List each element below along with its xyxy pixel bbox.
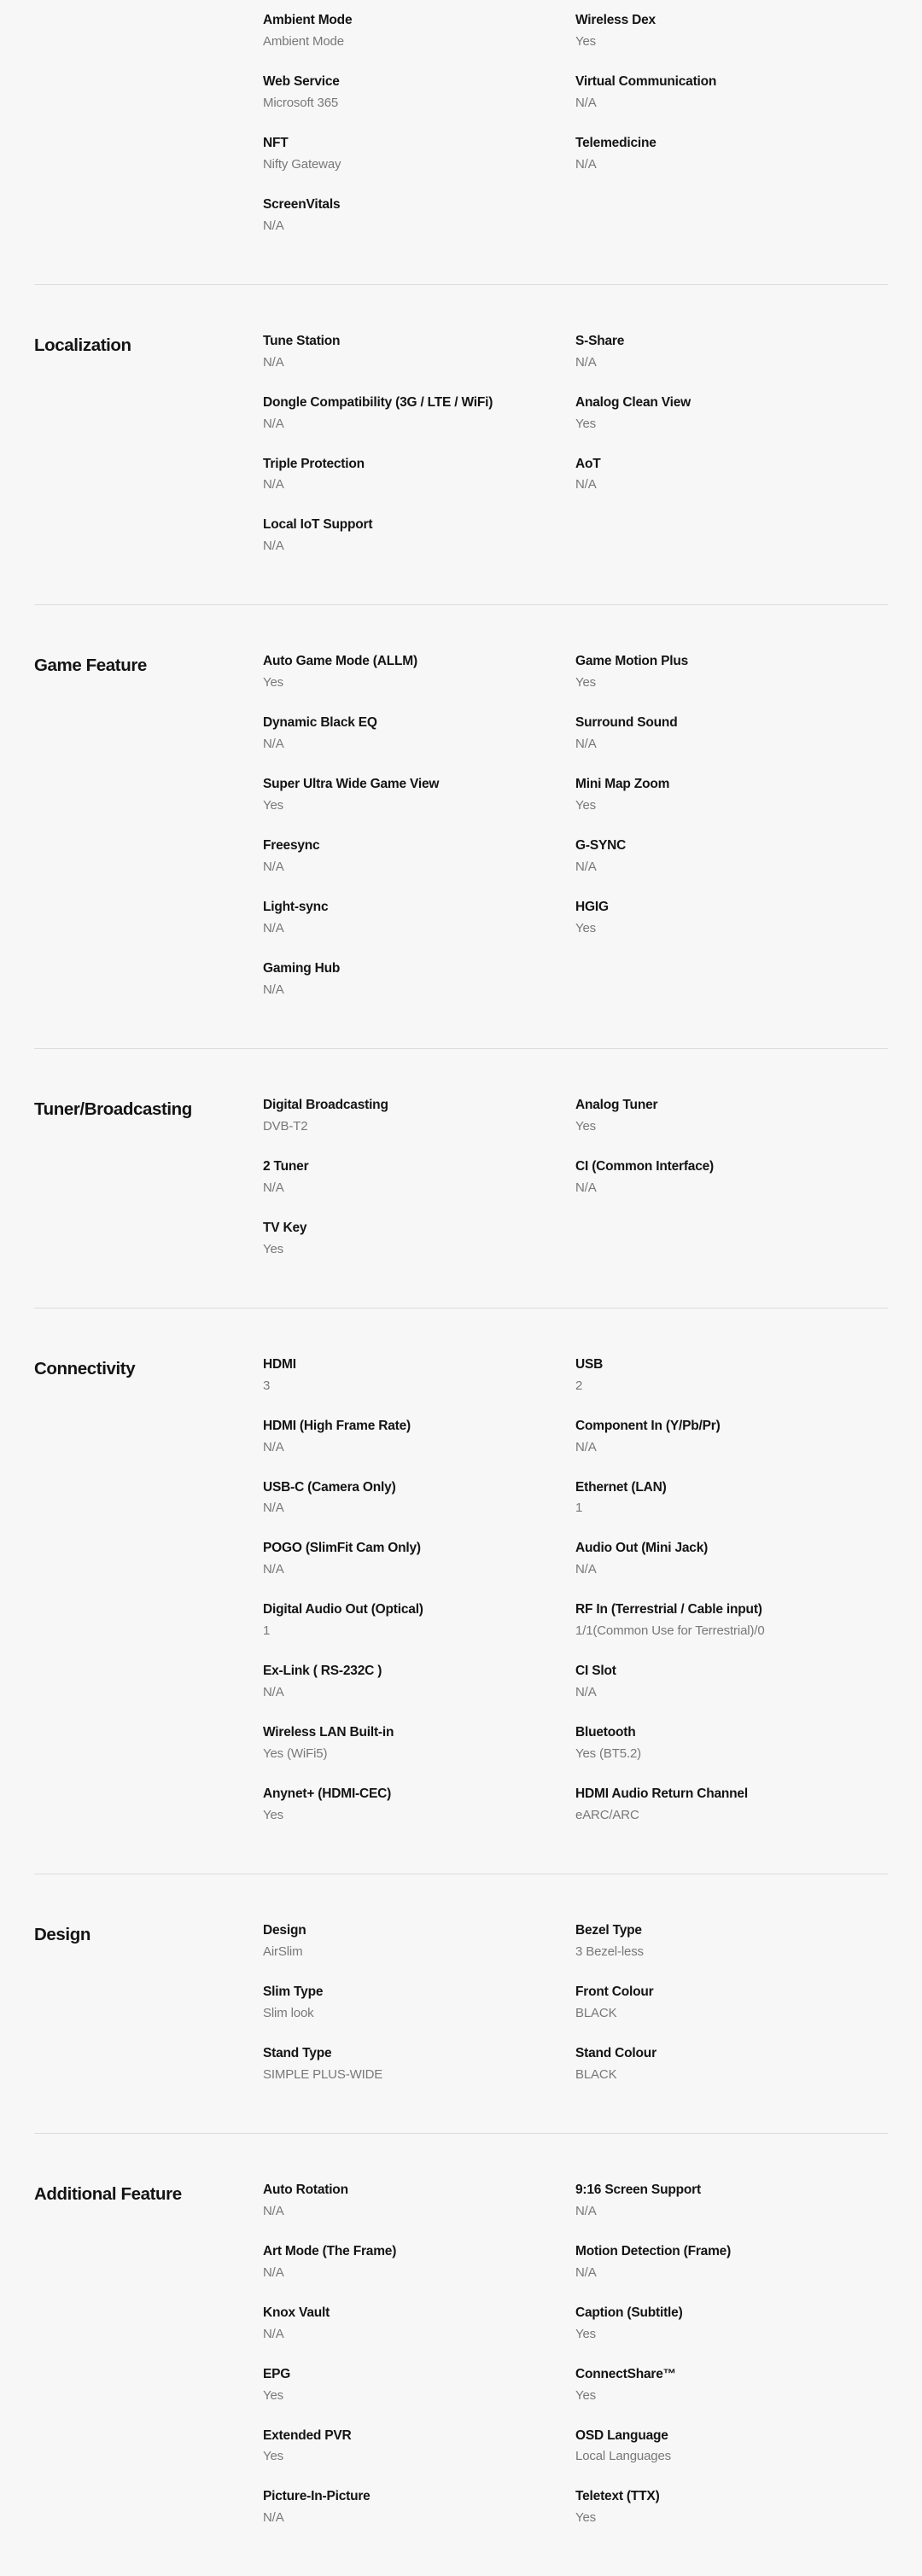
spec-label: Design: [263, 1923, 306, 1938]
spec-section-inner: [34, 0, 888, 284]
spec-columns: [263, 1097, 888, 1258]
spec-item: [575, 2045, 867, 2084]
spec-item: [575, 1786, 867, 1824]
spec-columns: [263, 12, 888, 235]
spec-column-right: [575, 12, 888, 235]
spec-column-right: [575, 653, 888, 999]
spec-label: RF In (Terrestrial / Cable input): [575, 1602, 762, 1617]
spec-label: Caption (Subtitle): [575, 2305, 683, 2320]
spec-column-right: [575, 333, 888, 556]
spec-value: N/A: [263, 1501, 284, 1516]
spec-item: [263, 1097, 555, 1135]
spec-label: Freesync: [263, 838, 320, 854]
spec-item: [263, 1663, 555, 1701]
spec-label: G-SYNC: [575, 838, 627, 854]
spec-value: N/A: [575, 737, 597, 752]
spec-value: N/A: [263, 2264, 284, 2280]
spec-label: Ethernet (LAN): [575, 1479, 667, 1495]
spec-item: [575, 12, 867, 50]
spec-item: [263, 1601, 555, 1640]
spec-item: [575, 1922, 867, 1961]
spec-item: [263, 1540, 555, 1578]
spec-label: 9:16 Screen Support: [575, 2182, 701, 2197]
spec-label: Component In (Y/Pb/Pr): [575, 1418, 721, 1433]
spec-label: Dynamic Black EQ: [263, 715, 377, 731]
spec-columns: [263, 1356, 888, 1824]
spec-item: [575, 837, 867, 876]
spec-item: [575, 1158, 867, 1197]
section-title: Additional Feature: [34, 2183, 182, 2204]
spec-columns: [263, 2182, 888, 2527]
spec-item: [575, 2427, 867, 2466]
spec-column-left: [263, 1356, 575, 1824]
spec-label: Stand Colour: [575, 2045, 656, 2060]
spec-section: [0, 1049, 922, 1308]
spec-column-left: [263, 1922, 575, 2084]
spec-label: Web Service: [263, 73, 340, 89]
spec-label: Light-sync: [263, 900, 329, 915]
spec-label: Tune Station: [263, 333, 341, 348]
spec-value: 3: [263, 1378, 271, 1393]
spec-value: Yes: [575, 2510, 597, 2526]
spec-value: Nifty Gateway: [263, 156, 341, 172]
spec-item: [263, 2427, 555, 2466]
spec-value: DVB-T2: [263, 1118, 308, 1134]
spec-value: N/A: [263, 1562, 284, 1577]
spec-item: [263, 456, 555, 494]
spec-value: N/A: [263, 477, 284, 492]
spec-label: Bluetooth: [575, 1725, 636, 1740]
spec-column-right: [575, 2182, 888, 2527]
spec-value: N/A: [575, 1685, 597, 1700]
spec-label: Ex-Link ( RS-232C ): [263, 1664, 382, 1679]
section-title: Design: [34, 1925, 90, 1945]
spec-value: Yes: [575, 2387, 597, 2403]
spec-value: N/A: [263, 2203, 284, 2218]
spec-value: N/A: [575, 156, 597, 172]
spec-value: Yes: [263, 675, 284, 691]
spec-value: N/A: [263, 982, 284, 997]
spec-column-right: [575, 1356, 888, 1824]
spec-section-inner: [34, 1049, 888, 1308]
spec-value: N/A: [263, 354, 284, 370]
spec-item: [263, 516, 555, 555]
spec-item: [263, 776, 555, 814]
spec-item: [575, 1663, 867, 1701]
spec-item: [263, 196, 555, 235]
spec-label: Digital Audio Out (Optical): [263, 1602, 423, 1617]
spec-value: Yes: [263, 798, 284, 813]
spec-label: HGIG: [575, 900, 609, 915]
spec-label: ScreenVitals: [263, 196, 341, 212]
spec-section-inner: [34, 605, 888, 1048]
spec-value: N/A: [263, 1439, 284, 1454]
spec-label: USB: [575, 1356, 604, 1372]
spec-value: Yes: [575, 2326, 597, 2341]
spec-value: N/A: [575, 1562, 597, 1577]
spec-label: EPG: [263, 2366, 291, 2381]
spec-item: [263, 1158, 555, 1197]
spec-label: Bezel Type: [575, 1923, 642, 1938]
spec-value: N/A: [263, 218, 284, 233]
spec-label: POGO (SlimFit Cam Only): [263, 1541, 421, 1556]
spec-label: Super Ultra Wide Game View: [263, 777, 440, 792]
spec-item: [575, 1356, 867, 1395]
spec-value: SIMPLE PLUS-WIDE: [263, 2066, 383, 2082]
spec-item: [263, 333, 555, 371]
spec-label: Surround Sound: [575, 715, 678, 731]
spec-item: [575, 1479, 867, 1518]
spec-value: Local Languages: [575, 2449, 672, 2464]
spec-label: Extended PVR: [263, 2427, 352, 2443]
spec-label: Triple Protection: [263, 456, 365, 471]
spec-section-inner: [34, 2134, 888, 2576]
spec-item: [575, 776, 867, 814]
spec-column-right: [575, 1922, 888, 2084]
spec-value: Yes: [575, 416, 597, 431]
spec-item: [263, 1984, 555, 2022]
spec-label: S-Share: [575, 333, 625, 348]
spec-item: [263, 2488, 555, 2526]
spec-item: [263, 1922, 555, 1961]
spec-value: 1: [575, 1501, 583, 1516]
spec-section: [0, 2134, 922, 2576]
spec-item: [575, 1724, 867, 1763]
spec-value: AirSlim: [263, 1944, 303, 1959]
spec-value: 2: [575, 1378, 583, 1393]
spec-item: [263, 960, 555, 999]
spec-item: [575, 333, 867, 371]
spec-value: N/A: [575, 1180, 597, 1195]
spec-section: [0, 0, 922, 284]
spec-section: [0, 1308, 922, 1874]
spec-columns: [263, 1922, 888, 2084]
spec-section: [0, 285, 922, 605]
spec-label: CI (Common Interface): [575, 1158, 715, 1174]
spec-value: Yes: [575, 675, 597, 691]
spec-item: [263, 714, 555, 753]
spec-label: Virtual Communication: [575, 73, 717, 89]
spec-item: [263, 1356, 555, 1395]
spec-value: N/A: [263, 1685, 284, 1700]
spec-label: Analog Clean View: [575, 394, 691, 410]
spec-label: Slim Type: [263, 1984, 324, 1999]
spec-column-left: [263, 2182, 575, 2527]
spec-value: N/A: [575, 354, 597, 370]
spec-column-left: [263, 1097, 575, 1258]
spec-item: [575, 2366, 867, 2404]
spec-item: [263, 2366, 555, 2404]
spec-item: [263, 837, 555, 876]
spec-item: [575, 2243, 867, 2282]
spec-section: [0, 605, 922, 1048]
spec-label: OSD Language: [575, 2427, 668, 2443]
spec-value: Yes: [575, 1118, 597, 1134]
spec-value: N/A: [575, 477, 597, 492]
spec-label: Ambient Mode: [263, 13, 353, 27]
spec-item: [575, 1601, 867, 1640]
section-title: Localization: [34, 335, 131, 355]
spec-item: [575, 899, 867, 937]
spec-label: ConnectShare™: [575, 2366, 676, 2381]
spec-label: HDMI: [263, 1356, 296, 1372]
spec-item: [263, 1220, 555, 1258]
spec-value: BLACK: [575, 2005, 617, 2020]
spec-value: Slim look: [263, 2005, 314, 2020]
section-title: Game Feature: [34, 656, 147, 676]
spec-label: Picture-In-Picture: [263, 2489, 371, 2504]
spec-item: [263, 394, 555, 433]
spec-item: [263, 2045, 555, 2084]
spec-label: Art Mode (The Frame): [263, 2243, 397, 2258]
spec-item: [575, 2305, 867, 2343]
spec-value: N/A: [263, 2510, 284, 2526]
spec-value: N/A: [575, 1439, 597, 1454]
spec-section-inner: [34, 1874, 888, 2133]
spec-item: [263, 135, 555, 173]
spec-value: Microsoft 365: [263, 95, 339, 110]
spec-value: BLACK: [575, 2066, 617, 2082]
spec-item: [575, 714, 867, 753]
spec-label: Gaming Hub: [263, 960, 341, 976]
spec-label: USB-C (Camera Only): [263, 1479, 396, 1495]
spec-item: [575, 1984, 867, 2022]
spec-section-inner: [34, 285, 888, 605]
spec-value: N/A: [575, 95, 597, 110]
spec-value: N/A: [263, 1180, 284, 1195]
spec-value: N/A: [263, 920, 284, 935]
spec-value: N/A: [263, 539, 284, 554]
spec-item: [263, 12, 555, 50]
spec-item: [263, 899, 555, 937]
spec-label: NFT: [263, 135, 289, 150]
spec-value: Yes (WiFi5): [263, 1746, 328, 1762]
spec-column-left: [263, 653, 575, 999]
spec-label: Local IoT Support: [263, 517, 373, 533]
spec-label: Auto Game Mode (ALLM): [263, 654, 417, 669]
spec-label: HDMI Audio Return Channel: [575, 1786, 748, 1802]
spec-value: N/A: [575, 2203, 597, 2218]
spec-value: N/A: [263, 2326, 284, 2341]
spec-column-left: [263, 12, 575, 235]
spec-label: TV Key: [263, 1220, 307, 1235]
spec-item: [575, 456, 867, 494]
spec-item: [263, 1418, 555, 1456]
spec-item: [575, 394, 867, 433]
spec-item: [263, 2243, 555, 2282]
spec-label: Audio Out (Mini Jack): [575, 1541, 709, 1556]
spec-value: Yes: [263, 2449, 284, 2464]
spec-item: [575, 2182, 867, 2220]
spec-item: [575, 653, 867, 691]
spec-label: Anynet+ (HDMI-CEC): [263, 1786, 392, 1802]
spec-label: Front Colour: [575, 1984, 654, 1999]
spec-item: [263, 1479, 555, 1518]
spec-section-inner: [34, 1308, 888, 1874]
spec-column-left: [263, 333, 575, 556]
spec-item: [575, 1540, 867, 1578]
spec-label: Knox Vault: [263, 2305, 330, 2320]
spec-item: [263, 73, 555, 112]
spec-item: [575, 73, 867, 112]
spec-value: 1/1(Common Use for Terrestrial)/0: [575, 1623, 765, 1639]
spec-section: [0, 1874, 922, 2133]
spec-item: [263, 653, 555, 691]
spec-value: eARC/ARC: [575, 1808, 639, 1823]
spec-item: [575, 2488, 867, 2526]
spec-columns: [263, 653, 888, 999]
spec-item: [575, 1097, 867, 1135]
spec-value: Yes: [575, 920, 597, 935]
spec-label: Mini Map Zoom: [575, 777, 670, 792]
spec-label: 2 Tuner: [263, 1158, 309, 1174]
spec-column-right: [575, 1097, 888, 1258]
spec-item: [575, 135, 867, 173]
spec-label: Digital Broadcasting: [263, 1097, 388, 1112]
spec-label: Game Motion Plus: [575, 654, 689, 669]
spec-label: Teletext (TTX): [575, 2489, 660, 2504]
spec-value: Yes: [575, 33, 597, 49]
spec-value: Yes: [575, 798, 597, 813]
spec-label: Auto Rotation: [263, 2182, 348, 2197]
spec-item: [575, 1418, 867, 1456]
spec-item: [263, 2305, 555, 2343]
section-title: Connectivity: [34, 1358, 136, 1378]
spec-value: Ambient Mode: [263, 33, 344, 49]
spec-value: 1: [263, 1623, 271, 1639]
spec-value: N/A: [575, 860, 597, 875]
spec-label: CI Slot: [575, 1664, 616, 1679]
spec-value: Yes: [263, 1808, 284, 1823]
spec-value: Yes (BT5.2): [575, 1746, 641, 1762]
spec-label: Motion Detection (Frame): [575, 2243, 732, 2258]
spec-item: [263, 2182, 555, 2220]
spec-value: Yes: [263, 1241, 284, 1256]
spec-label: Wireless Dex: [575, 13, 656, 27]
spec-value: N/A: [263, 860, 284, 875]
spec-item: [263, 1724, 555, 1763]
spec-value: 3 Bezel-less: [575, 1944, 644, 1959]
spec-value: Yes: [263, 2387, 284, 2403]
spec-label: Dongle Compatibility (3G / LTE / WiFi): [263, 394, 493, 410]
spec-value: N/A: [263, 416, 284, 431]
section-title: Tuner/Broadcasting: [34, 1099, 192, 1119]
spec-label: Telemedicine: [575, 135, 656, 150]
spec-columns: [263, 333, 888, 556]
spec-label: HDMI (High Frame Rate): [263, 1418, 411, 1433]
spec-label: Wireless LAN Built-in: [263, 1725, 394, 1740]
spec-label: Stand Type: [263, 2045, 332, 2060]
spec-value: N/A: [575, 2264, 597, 2280]
spec-label: AoT: [575, 456, 601, 471]
spec-label: Analog Tuner: [575, 1097, 658, 1112]
spec-item: [263, 1786, 555, 1824]
spec-value: N/A: [263, 737, 284, 752]
